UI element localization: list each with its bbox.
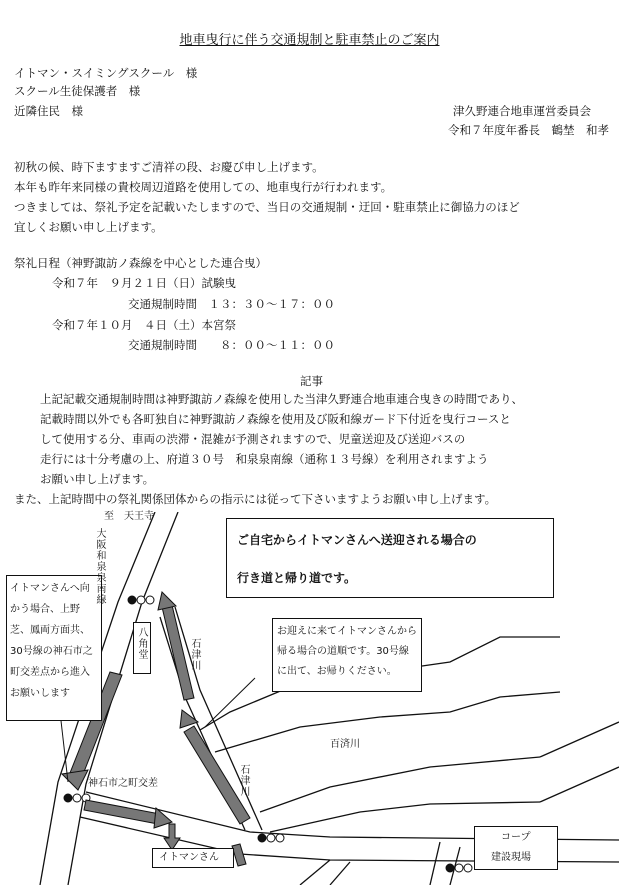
schedule-row: 令和７年 ９月２１日（日）試験曳 [52,276,236,290]
route-map [0,512,619,885]
addressee-line: イトマン・スイミングスクール 様 [14,66,198,80]
label-hakkakudo: 八角堂 [136,627,147,660]
addressee-line: スクール生徒保護者 様 [14,84,141,98]
notice-heading: 記事 [300,374,323,388]
greeting-line: 宜しくお願い申し上げます。 [14,220,163,234]
hakkakudo-box [133,622,151,674]
greeting-line: 初秋の候、時下ますますご清祥の段、お慶び申し上げます。 [14,160,324,174]
itoman-box [152,848,234,868]
label-kudara-river: 百済川 [330,739,360,750]
document-title: 地車曳行に伴う交通規制と駐車禁止のご案内 [179,33,440,48]
map-heading-box [226,518,554,598]
map-heading-line: 行き道と帰り道です。 [237,571,357,585]
label-construction: 建設現場 [491,852,531,863]
notice-line: して使用する分、車両の渋滞・混雑が予測されますので、児童送迎及び送迎バスの [40,432,466,446]
label-route: 大阪和泉泉南線 [94,528,105,605]
sender-org: 津久野連合地車運営委員会 [453,104,591,118]
label-itoman: イトマンさん [159,852,219,863]
coop-box [474,826,558,870]
label-ishizu-river: 石津川 [189,638,200,671]
notice-line: お願い申し上げます。 [40,472,155,486]
label-tennoji: 至 天王寺 [104,511,154,522]
greeting-line: 本年も昨年来同様の貴校周辺道路を使用しての、地車曳行が行われます。 [14,180,393,194]
right-route-note: お迎えに来てイトマンさんから帰る場合の道順です。30号線に出て、お帰りください。 [272,618,422,692]
sender-person: 令和７年度年番長 鶴埜 和孝 [448,123,609,137]
map-heading-line: ご自宅からイトマンさんへ送迎される場合の [237,533,477,547]
greeting-line: つきましては、祭礼予定を記載いたしますので、当日の交通規制・迂回・駐車禁止に御協力のほど [14,200,520,214]
schedule-row: 令和７年１０月 ４日（土）本宮祭 [52,318,236,332]
notice-line: 走行には十分考慮の上、府道３０号 和泉泉南線（通称１３号線）を利用されますよう [40,452,489,466]
schedule-row: 交通規制時間 １３：３０～１７：００ [128,297,335,311]
schedule-row: 交通規制時間 ８：００～１１：００ [128,338,335,352]
label-coop: コープ [501,832,531,843]
schedule-heading: 祭礼日程（神野諏訪ノ森線を中心とした連合曳） [14,256,267,270]
label-intersection: 神石市之町交差 [88,778,158,789]
notice-line: 上記記載交通規制時間は神野諏訪ノ森線を使用した当津久野連合地車連合曳きの時間であり、 [40,392,523,406]
notice-line: また、上記時間中の祭礼関係団体からの指示には従って下さいますようお願い申し上げます。 [14,492,497,506]
left-route-note: イトマンさんへ向かう場合、上野芝、鳳両方面共、30号線の神石市之町交差点から進入お願いします [6,575,102,721]
addressee-line: 近隣住民 様 [14,104,83,118]
notice-line: 記載時間以外でも各町独自に神野諏訪ノ森線を使用及び阪和線ガード下付近を曳行コースと [40,412,511,426]
label-ishizu-river: 石津川 [238,764,249,797]
